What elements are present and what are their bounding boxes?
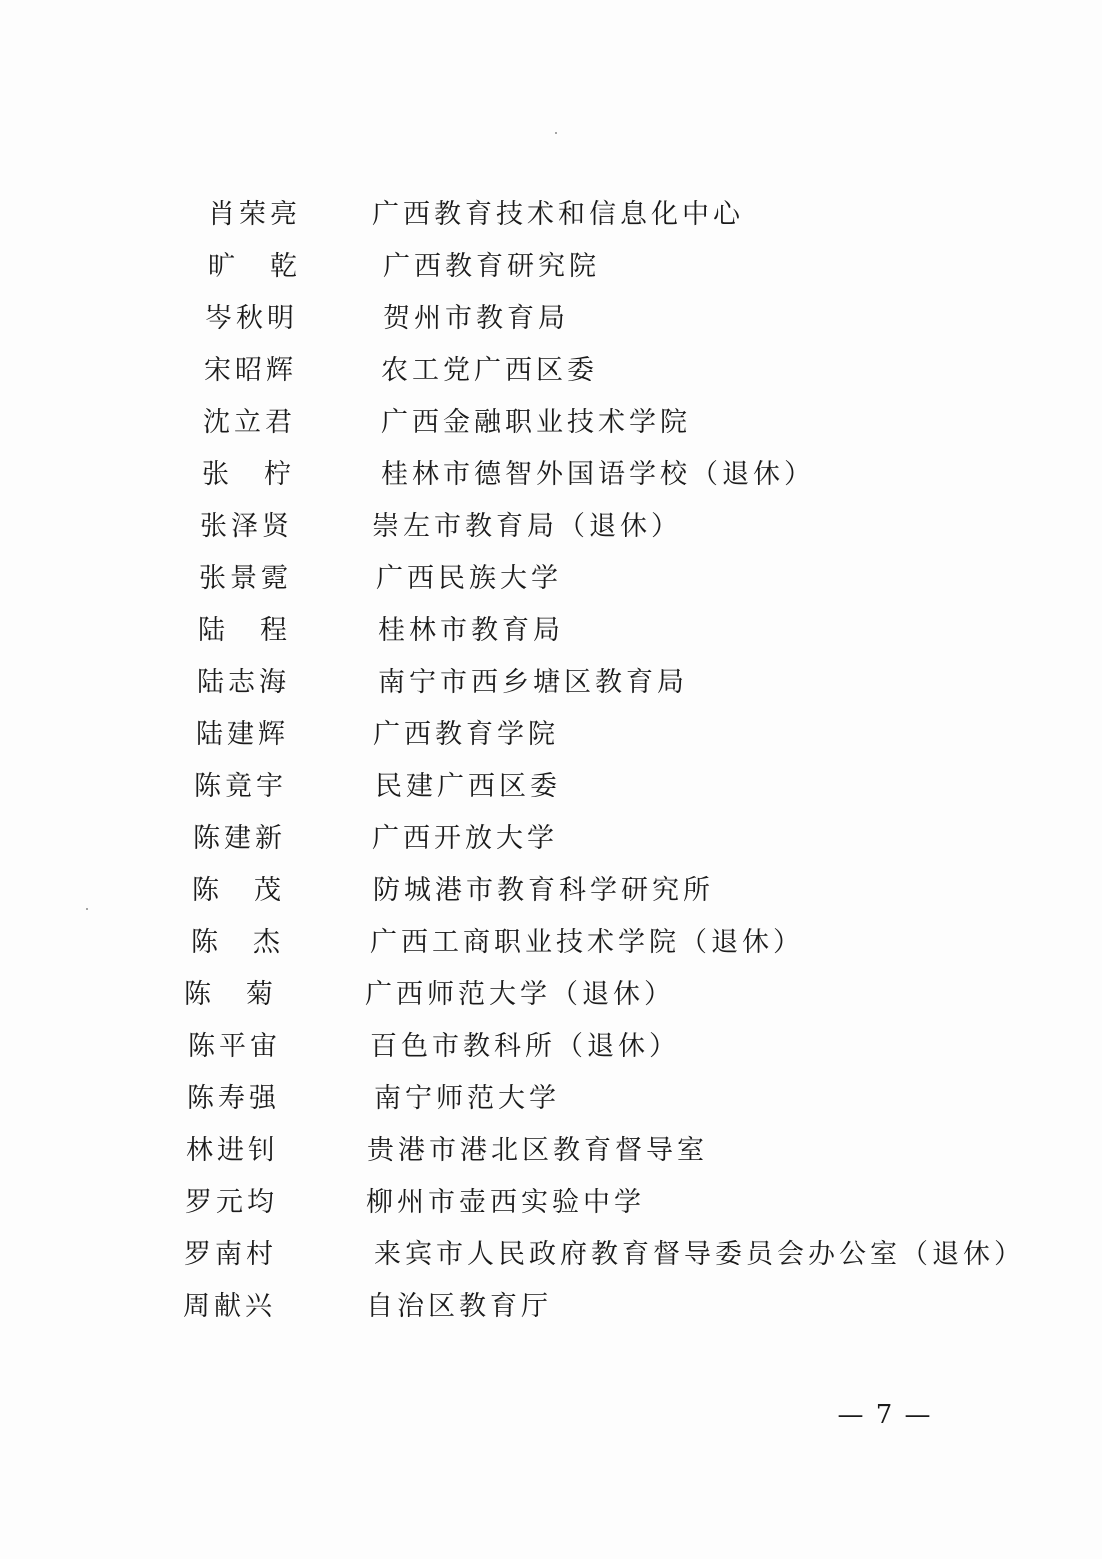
person-name: 宋昭辉 [204, 355, 297, 386]
person-name: 旷 乾 [208, 251, 301, 282]
person-name: 张景霓 [199, 563, 292, 594]
organization: 南宁师范大学 [374, 1083, 560, 1114]
person-name: 岑秋明 [205, 303, 298, 334]
person-name: 林进钊 [186, 1135, 279, 1166]
person-name: 陆志海 [197, 667, 290, 698]
person-name: 陈建新 [193, 823, 286, 854]
organization: 崇左市教育局（退休） [372, 511, 682, 542]
person-name: 陈寿强 [187, 1083, 280, 1114]
list-item [0, 1230, 1102, 1282]
person-name: 罗南村 [184, 1239, 277, 1270]
organization: 桂林市德智外国语学校（退休） [381, 459, 815, 490]
list-item [0, 294, 1102, 346]
list-item [0, 1022, 1102, 1074]
list-item [0, 1126, 1102, 1178]
person-name: 陈 茂 [192, 875, 285, 906]
organization: 广西教育技术和信息化中心 [372, 199, 744, 230]
person-name: 陈 杰 [191, 927, 284, 958]
person-name: 张 柠 [202, 459, 295, 490]
page-number: — 7 — [837, 1400, 933, 1430]
person-name: 陆 程 [198, 615, 291, 646]
organization: 防城港市教育科学研究所 [373, 875, 714, 906]
list-item [0, 1178, 1102, 1230]
list-item [0, 970, 1102, 1022]
organization: 贺州市教育局 [383, 303, 569, 334]
list-item [0, 658, 1102, 710]
list-item [0, 762, 1102, 814]
list-item [0, 398, 1102, 450]
person-name: 罗元均 [185, 1187, 278, 1218]
organization: 桂林市教育局 [378, 615, 564, 646]
organization: 农工党广西区委 [381, 355, 598, 386]
scan-speck [86, 908, 88, 910]
list-item [0, 190, 1102, 242]
person-name: 陈平宙 [188, 1031, 281, 1062]
list-item [0, 710, 1102, 762]
list-item [0, 814, 1102, 866]
person-name: 张泽贤 [200, 511, 293, 542]
list-item [0, 1282, 1102, 1334]
organization: 广西教育学院 [373, 719, 559, 750]
list-item [0, 606, 1102, 658]
list-item [0, 242, 1102, 294]
list-item [0, 1074, 1102, 1126]
organization: 民建广西区委 [375, 771, 561, 802]
organization: 柳州市壶西实验中学 [366, 1187, 645, 1218]
list-item [0, 346, 1102, 398]
organization: 南宁市西乡塘区教育局 [378, 667, 688, 698]
organization: 广西工商职业技术学院（退休） [370, 927, 804, 958]
person-name: 陈竟宇 [194, 771, 287, 802]
personnel-list [0, 190, 1102, 1334]
organization: 贵港市港北区教育督导室 [367, 1135, 708, 1166]
list-item [0, 554, 1102, 606]
organization: 广西民族大学 [376, 563, 562, 594]
person-name: 陈 菊 [184, 979, 277, 1010]
organization: 广西开放大学 [372, 823, 558, 854]
organization: 百色市教科所（退休） [370, 1031, 680, 1062]
person-name: 肖荣亮 [208, 199, 301, 230]
person-name: 陆建辉 [196, 719, 289, 750]
organization: 自治区教育厅 [366, 1291, 552, 1322]
list-item [0, 502, 1102, 554]
organization: 广西师范大学（退休） [365, 979, 675, 1010]
list-item [0, 918, 1102, 970]
list-item [0, 866, 1102, 918]
person-name: 沈立君 [203, 407, 296, 438]
organization: 广西教育研究院 [383, 251, 600, 282]
list-item [0, 450, 1102, 502]
person-name: 周献兴 [183, 1291, 276, 1322]
organization: 来宾市人民政府教育督导委员会办公室（退休） [374, 1239, 1025, 1270]
organization: 广西金融职业技术学院 [381, 407, 691, 438]
scan-speck [555, 132, 557, 134]
